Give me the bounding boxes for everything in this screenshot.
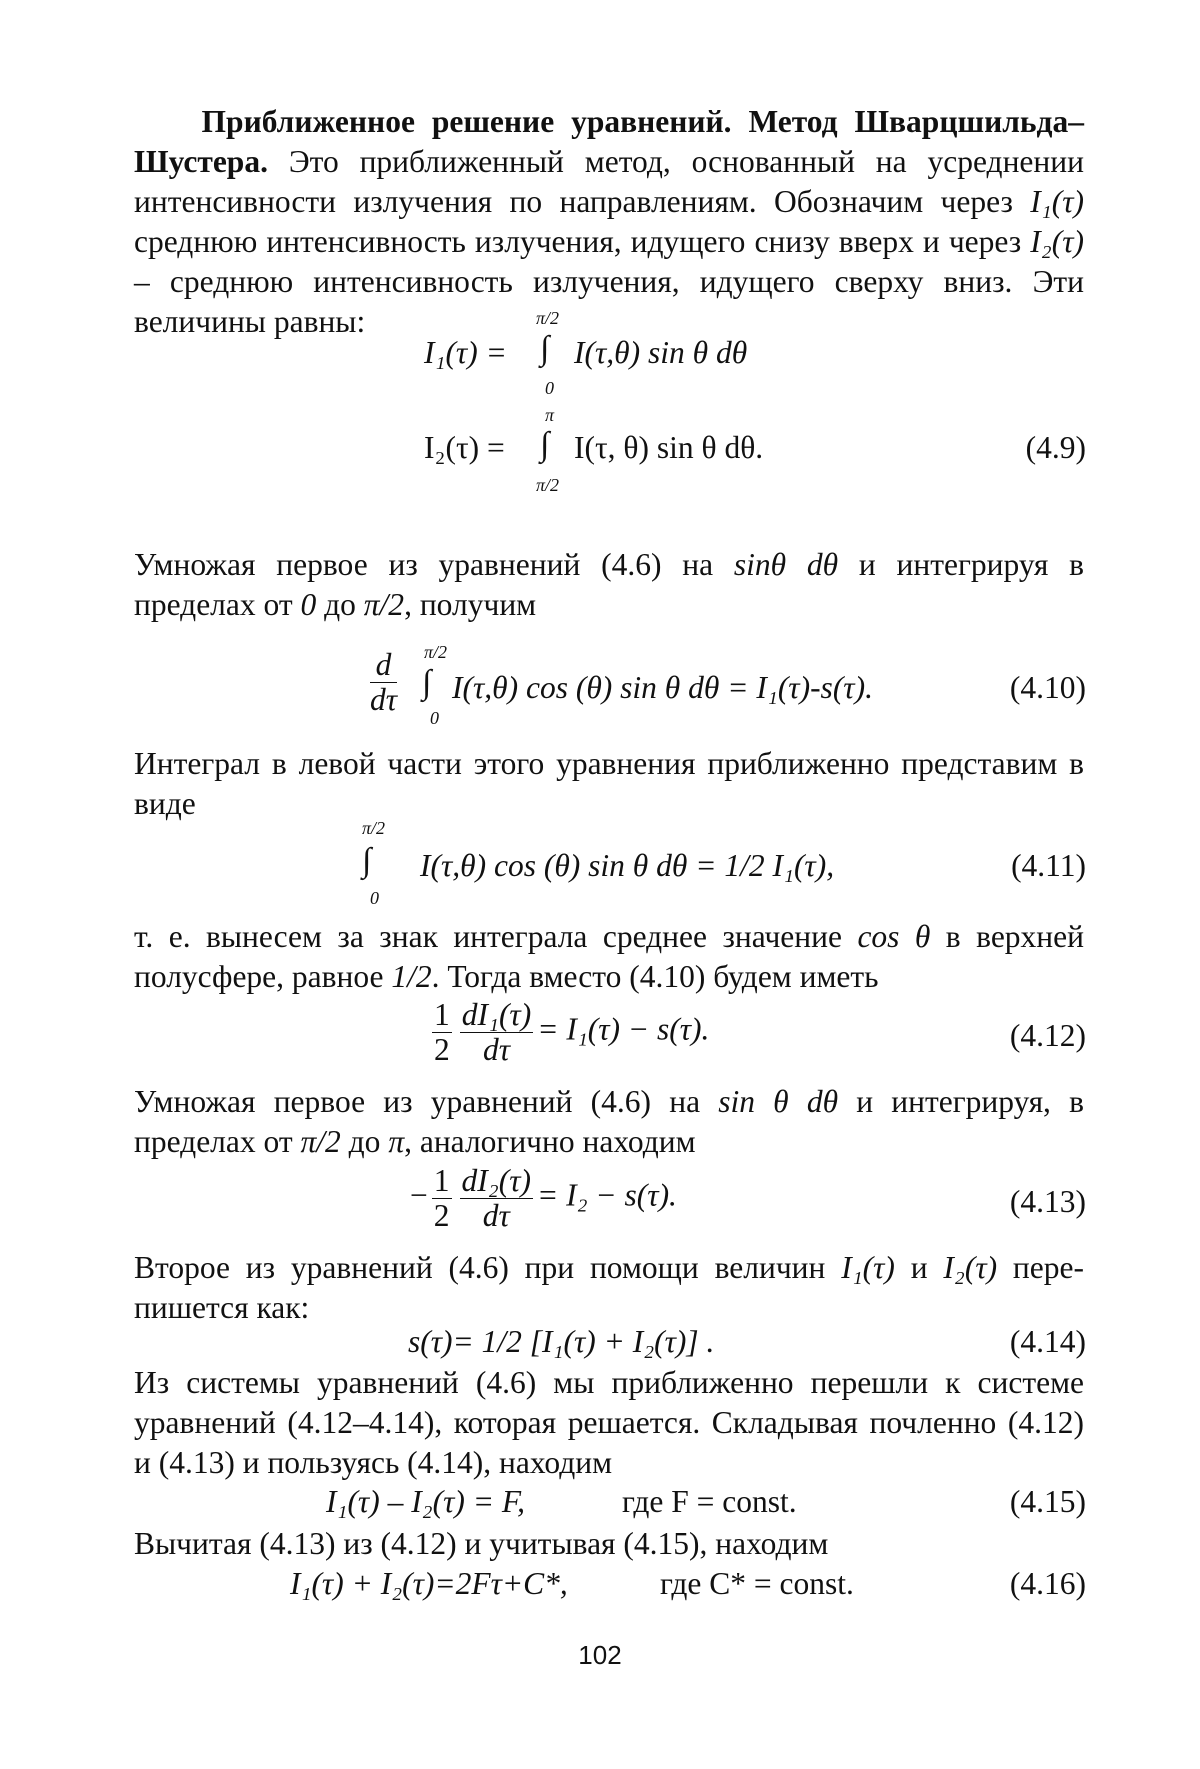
fraction-numerator: 1 <box>434 997 450 1032</box>
equation-4-14 <box>408 1324 714 1360</box>
equation-number: (4.10) <box>1009 670 1086 705</box>
integral-lower-limit: π/2 <box>536 475 560 495</box>
integral-sign: ∫ <box>362 842 372 879</box>
equation-body: I(τ,θ) cos (θ) sin θ dθ = I₁(τ)-s(τ). <box>452 670 873 705</box>
math-inline: 0 <box>300 587 317 622</box>
section-title: Приближенное решение уравнений. Метод Шварцшильда–Шустера. <box>134 104 1084 179</box>
math-inline: I₁(τ) <box>841 1250 895 1285</box>
text-run: в верхней полусфере, равное <box>134 919 1084 994</box>
equation-4-13 <box>410 1164 677 1233</box>
integral-upper-limit: π/2 <box>362 818 386 838</box>
equation-number: (4.11) <box>1011 848 1086 883</box>
math-inline: sin θ dθ <box>718 1084 839 1119</box>
text-run: до <box>316 587 364 622</box>
math-inline: π/2 <box>363 587 405 622</box>
integral-upper-limit: π <box>545 405 555 425</box>
text-run: Второе из уравнений (4.6) при помощи величин <box>134 1250 842 1285</box>
equation-number: (4.15) <box>1009 1484 1086 1519</box>
paragraph-subtract: Вычитая (4.13) из (4.12) и учитывая (4.15), находим <box>134 1526 829 1561</box>
equation-number: (4.14) <box>1009 1324 1086 1359</box>
equation-number: (4.12) <box>1009 1018 1086 1053</box>
equation-I1-lhs <box>424 335 507 371</box>
math-inline: cos θ <box>857 919 931 954</box>
math-inline: I₂(τ) <box>1030 224 1084 259</box>
integral-sign: ∫ <box>422 664 432 701</box>
text-run: до <box>340 1124 389 1159</box>
integrand: I(τ,θ) sin θ dθ <box>574 335 748 370</box>
text-run: Умножая первое из уравнений (4.6) на <box>134 1084 719 1119</box>
paragraph-second-equation <box>134 1248 1084 1328</box>
text-run: и <box>894 1250 944 1285</box>
integral-sign: ∫ <box>540 330 550 367</box>
equation-rhs: = I₂ − s(τ). <box>536 1177 677 1213</box>
equation-condition: где C* = const. <box>660 1566 854 1601</box>
minus-sign: − <box>410 1177 428 1213</box>
equation-condition: где F = const. <box>622 1484 797 1519</box>
paragraph-intro <box>134 102 1084 342</box>
fraction-numerator: 1 <box>433 1163 450 1198</box>
integral-upper-limit: π/2 <box>536 308 560 328</box>
integral-upper-limit: π/2 <box>424 642 448 662</box>
equation-rhs: = I₁(τ) − s(τ). <box>537 1011 710 1047</box>
math-inline: π/2 <box>300 1124 341 1159</box>
fraction-denominator: dτ <box>482 1032 510 1067</box>
equation-body: I₁(τ) – I₂(τ) = F, <box>326 1484 525 1519</box>
page-number: 102 <box>578 1640 622 1670</box>
fraction-numerator: d <box>370 648 397 683</box>
math-inline: π <box>388 1124 405 1159</box>
integral-sign: ∫ <box>540 426 550 463</box>
fraction-numerator: dI₂(τ) <box>461 1163 531 1198</box>
integral-lower-limit: 0 <box>370 888 379 908</box>
math-inline: I₂(τ) <box>943 1250 998 1285</box>
equation-lhs: I₁(τ) = <box>424 335 507 370</box>
equation-body: I₁(τ) + I₂(τ)=2Fτ+C*, <box>290 1566 568 1601</box>
text-run: т. е. вынесем за знак интеграла среднее значение <box>134 919 858 954</box>
fraction-denominator: dτ <box>370 682 398 717</box>
paragraph-cos-mean <box>134 917 1084 997</box>
equation-I2-integrand: I(τ, θ) sin θ dθ. <box>574 430 764 465</box>
text-run: , аналогично находим <box>404 1124 696 1159</box>
equation-4-10-body <box>452 670 873 706</box>
math-inline: I₁(τ) <box>1030 184 1084 219</box>
text-run: перепишется как: <box>134 1250 1084 1325</box>
text-run: . Тогда вместо (4.10) будем иметь <box>431 959 879 994</box>
paragraph-integral-approx: Интеграл в левой части этого уравнения приближенно представим в виде <box>134 746 1084 821</box>
text-run: и интегрируя, в пределах от <box>134 1084 1084 1159</box>
paragraph-multiply-1 <box>134 545 1084 625</box>
equation-4-11-body <box>420 848 834 884</box>
equation-number: (4.13) <box>1009 1184 1086 1219</box>
equation-I2-lhs: I₂(τ) = <box>424 430 505 465</box>
text-run: Умножая первое из уравнений (4.6) на <box>134 547 734 582</box>
integral-lower-limit: 0 <box>545 378 554 398</box>
equation-I1-integrand <box>574 335 747 371</box>
text-run: – среднюю интенсивность излучения, идущего сверху вниз. Эти величины равны: <box>134 264 1084 339</box>
equation-number: (4.16) <box>1009 1566 1086 1601</box>
fraction-denominator: 2 <box>434 1032 450 1067</box>
text-run: Это приближенный метод, основанный на усреднении интенсивности излучения по направлениям. Обозначим через <box>134 144 1084 219</box>
math-inline: 1/2 <box>391 959 432 994</box>
equation-4-15 <box>326 1484 525 1520</box>
math-inline: sinθ dθ <box>733 547 839 582</box>
equation-body: I(τ,θ) cos (θ) sin θ dθ = 1/2 I₁(τ), <box>420 848 835 883</box>
fraction-numerator: dI₁(τ) <box>461 997 532 1032</box>
paragraph-multiply-2 <box>134 1082 1084 1162</box>
integral-lower-limit: 0 <box>430 708 439 728</box>
fraction-denominator: dτ <box>482 1198 510 1233</box>
derivative-fraction <box>366 648 401 717</box>
text-run: среднюю интенсивность излучения, идущего снизу вверх и через <box>134 224 1031 259</box>
equation-number: (4.9) <box>1025 430 1086 465</box>
text-run: и интегрируя в пределах от <box>134 547 1084 622</box>
equation-body: s(τ)= 1/2 [I₁(τ) + I₂(τ)] . <box>408 1324 715 1359</box>
fraction-denominator: 2 <box>433 1198 450 1233</box>
equation-4-12 <box>428 998 709 1067</box>
text-run: , получим <box>404 587 537 622</box>
equation-4-16 <box>290 1566 568 1602</box>
paragraph-system: Из системы уравнений (4.6) мы приближенно перешли к системе уравнений (4.12–4.14), которая решается. Складывая почленно (4.12) и (4.13) и пользуясь (4.14), находим <box>134 1365 1084 1480</box>
